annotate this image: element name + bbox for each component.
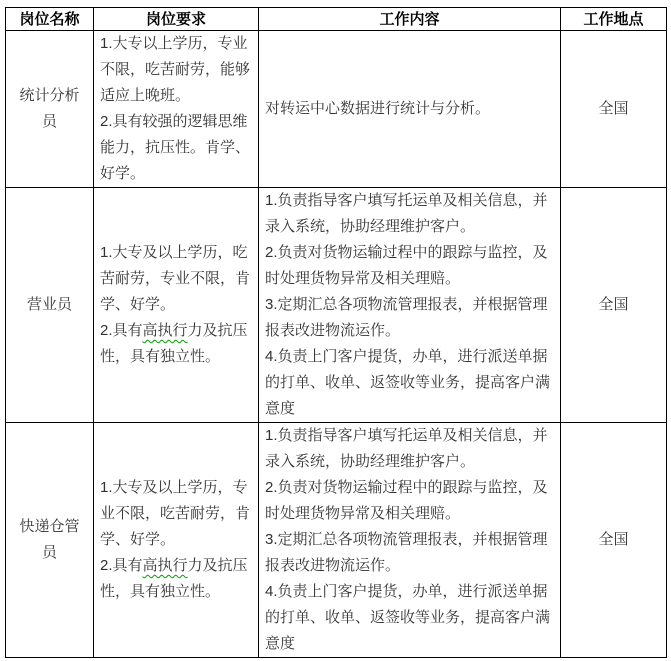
text-paragraph: 4.负责上门客户提货，办单，进行派送单据的打单、收单、返签收等业务，提高客户满意度: [265, 583, 551, 652]
header-cell-position-requirements: 岗位要求: [94, 8, 259, 31]
work-location-cell: 全国: [561, 188, 667, 423]
work-content-cell: [259, 31, 561, 188]
work-location-cell: 全国: [561, 31, 667, 188]
spellcheck-flagged-text: 高执行: [142, 322, 188, 339]
text-paragraph: 2.负责对货物运输过程中的跟踪与监控，及时处理货物异常及相关理赔。: [265, 479, 548, 522]
position-name-cell: 快递仓管员: [6, 423, 94, 658]
table-header-row: [6, 8, 667, 31]
work-content-cell: [259, 188, 561, 423]
text-paragraph: 对转运中心数据进行统计与分析。: [265, 100, 491, 117]
text-paragraph: 1.负责指导客户填写托运单及相关信息，并录入系统，协助经理维护客户。: [265, 427, 548, 470]
text-paragraph: 1.大专及以上学历，专业不限，吃苦耐劳，肯学、好学。: [100, 479, 251, 548]
position-requirements-cell: [94, 423, 259, 658]
text-paragraph: [100, 553, 252, 605]
position-name-cell: 营业员: [6, 188, 94, 423]
text-paragraph: 3.定期汇总各项物流管理报表，并根据管理报表改进物流运作。: [265, 531, 548, 574]
job-positions-table: [5, 7, 667, 658]
table-row: [6, 423, 667, 658]
header-cell-work-location: 工作地点: [561, 8, 667, 31]
header-cell-work-content: 工作内容: [259, 8, 561, 31]
text-segment: 2.具有: [100, 322, 143, 339]
text-paragraph: [100, 318, 252, 370]
text-segment: 力及抗压性，具有独立性。: [100, 557, 248, 600]
work-location-cell: 全国: [561, 423, 667, 658]
text-paragraph: 2.负责对货物运输过程中的跟踪与监控，及时处理货物异常及相关理赔。: [265, 244, 548, 287]
text-segment: 2.具有: [100, 557, 143, 574]
position-name-cell: 统计分析员: [6, 31, 94, 188]
text-paragraph: 1.负责指导客户填写托运单及相关信息，并录入系统，协助经理维护客户。: [265, 192, 548, 235]
text-segment: 力及抗压性，具有独立性。: [100, 322, 248, 365]
text-paragraph: 2.具有较强的逻辑思维能力，抗压性。肯学、好学。: [100, 113, 251, 182]
text-paragraph: 4.负责上门客户提货，办单，进行派送单据的打单、收单、返签收等业务，提高客户满意度: [265, 348, 551, 417]
table-row: [6, 31, 667, 188]
text-paragraph: 1.大专以上学历，专业不限，吃苦耐劳，能够适应上晚班。: [100, 35, 251, 104]
table-row: [6, 188, 667, 423]
header-cell-position-name: 岗位名称: [6, 8, 94, 31]
text-paragraph: 1.大专及以上学历，吃苦耐劳，专业不限，肯学、好学。: [100, 244, 251, 313]
text-paragraph: 3.定期汇总各项物流管理报表，并根据管理报表改进物流运作。: [265, 296, 548, 339]
position-requirements-cell: [94, 31, 259, 188]
spellcheck-flagged-text: 高执行: [142, 557, 188, 574]
work-content-cell: [259, 423, 561, 658]
position-requirements-cell: [94, 188, 259, 423]
